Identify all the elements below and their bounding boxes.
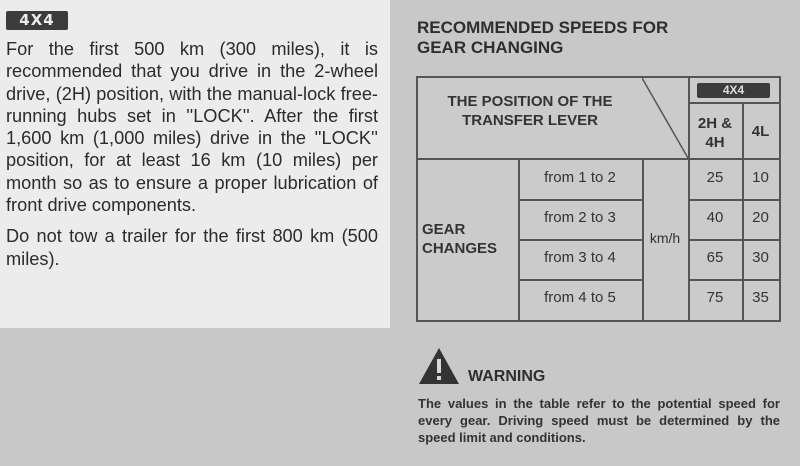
gear-row-3-2h-value: 65 <box>706 249 724 266</box>
gear-row-2-label: from 2 to 3 <box>544 209 616 226</box>
row-divider-3 <box>518 279 642 281</box>
row-divider-2b <box>688 239 779 241</box>
row-divider-1b <box>688 199 779 201</box>
gear-row-2-4l-value: 20 <box>752 209 769 226</box>
row-divider-2 <box>518 239 642 241</box>
gear-changes-line-1: GEAR <box>422 221 466 238</box>
col-2h-4h-line-2: 4H <box>705 134 725 151</box>
four-by-four-logo: 4X4 <box>6 11 68 30</box>
logo-divider <box>688 102 779 104</box>
gear-row-4-label: from 4 to 5 <box>544 289 616 306</box>
col-2h-4h-header <box>688 114 742 152</box>
break-in-panel <box>0 0 390 328</box>
heading-line-2: GEAR CHANGING <box>417 38 564 57</box>
col-2h-4h-line-1: 2H & <box>697 115 733 132</box>
header-diagonal <box>642 78 688 158</box>
break-in-text <box>6 38 378 270</box>
warning-paragraph: The values in the table refer to the potential speed for every gear. Driving speed must be determined by the speed limit and conditions. <box>418 396 780 445</box>
row-divider-1 <box>518 199 642 201</box>
row-divider-3b <box>688 279 779 281</box>
gear-row-1-4l-value: 10 <box>752 169 769 186</box>
speed-table <box>416 76 781 322</box>
gear-row-3-label: from 3 to 4 <box>544 249 616 266</box>
gear-row-4-4l-value: 35 <box>752 289 769 306</box>
warning-text <box>418 395 780 446</box>
table-four-by-four-logo: 4X4 <box>697 83 770 98</box>
warning-triangle-icon <box>418 347 460 385</box>
gear-row-1-2h-value: 25 <box>706 169 724 186</box>
section-heading <box>417 18 777 58</box>
gear-changes-line-2: CHANGES <box>422 240 498 257</box>
gear-row-2-2h-value: 40 <box>706 209 724 226</box>
header-divider <box>418 158 779 160</box>
warning-title: WARNING <box>468 368 546 385</box>
unit-label: km/h <box>649 230 681 246</box>
heading-line-1: RECOMMENDED SPEEDS FOR <box>417 18 669 37</box>
transfer-lever-header-line-2: TRANSFER LEVER <box>462 112 598 129</box>
gear-row-3-4l-value: 30 <box>752 249 769 266</box>
gear-row-4-2h-value: 75 <box>706 289 724 306</box>
break-in-paragraph-2: Do not tow a trailer for the first 800 km (500 miles). <box>6 226 378 269</box>
transfer-lever-header <box>418 92 642 130</box>
transfer-lever-header-line-1: THE POSITION OF THE <box>447 93 613 110</box>
col-4l-header: 4L <box>751 123 770 140</box>
gear-row-1-label: from 1 to 2 <box>544 169 616 186</box>
gear-changes-label <box>422 220 514 258</box>
break-in-paragraph-1: For the first 500 km (300 miles), it is recommended that you drive in the 2-wheel drive, (2H) position, with the manual-lock free-running hubs set in ''LOCK''. After the first 1,600 km (1,000 miles) drive in the ''LOCK'' position, for at least 16 km (10 miles) per month so as to ensure a proper lubrication of front drive components. <box>6 39 378 216</box>
